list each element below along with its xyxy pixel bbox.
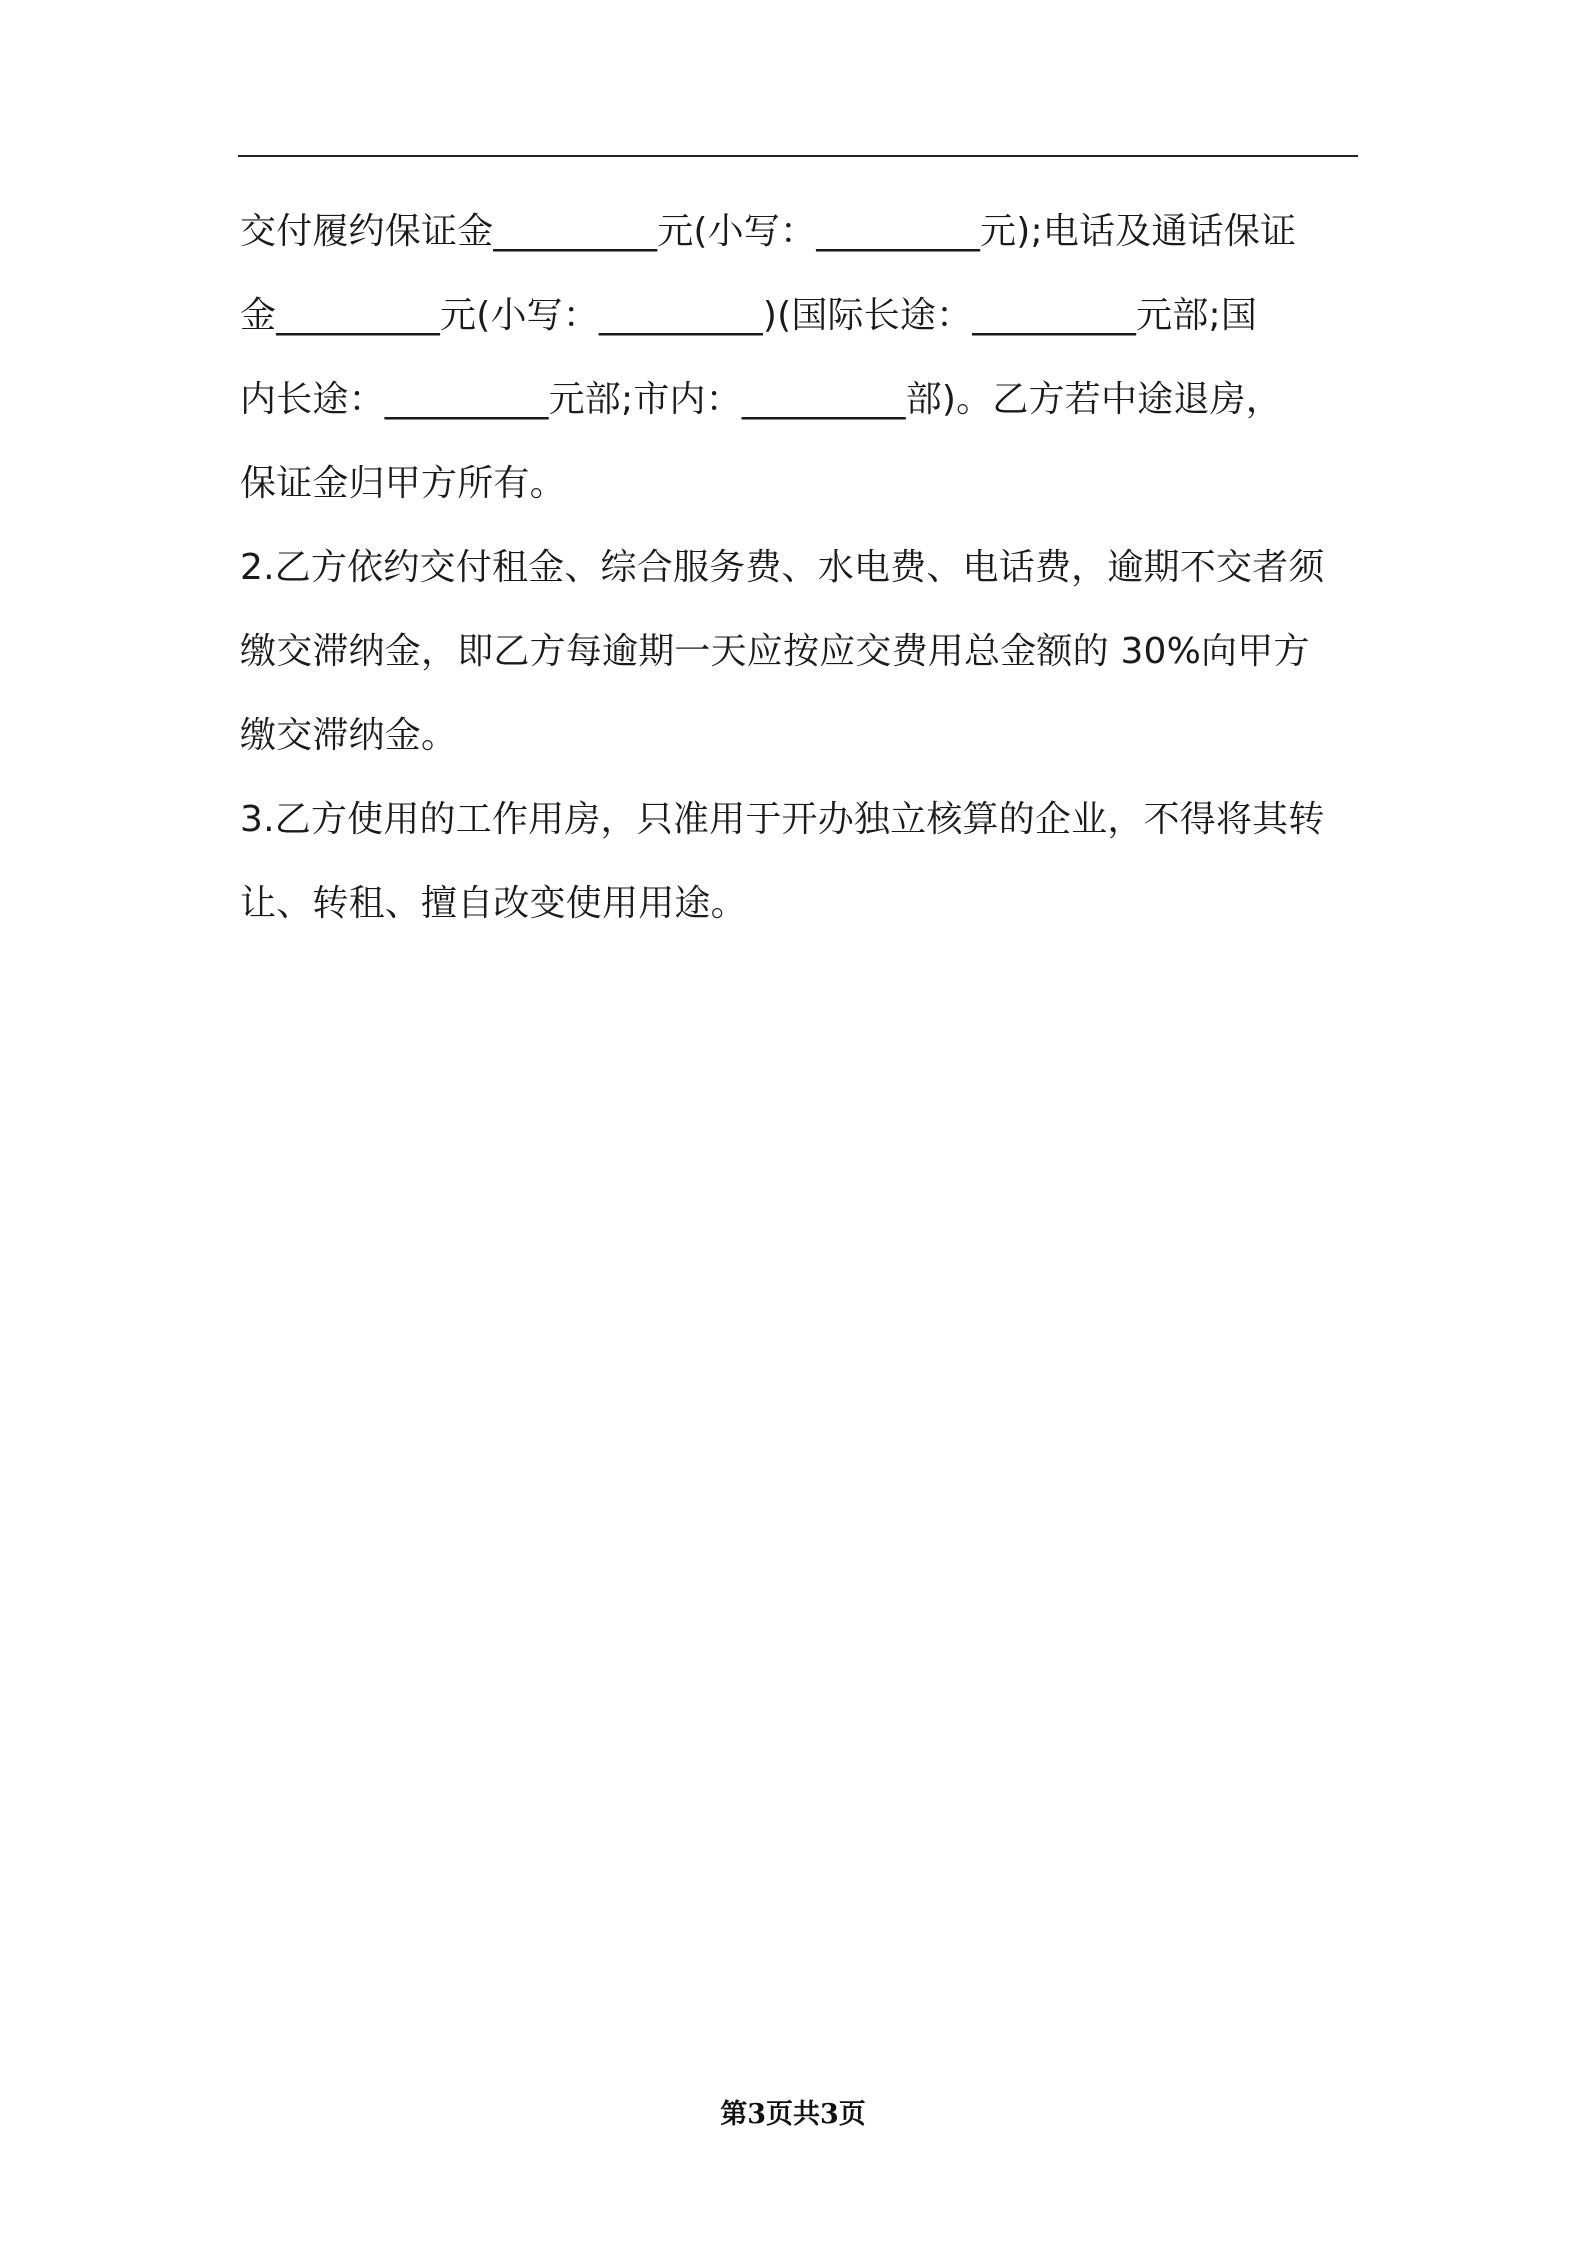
header-divider [238, 155, 1358, 157]
text-line: 缴交滞纳金。 [240, 715, 458, 756]
text-line: 内长途：_________元部;市内：_________部)。乙方若中途退房， [240, 379, 1282, 420]
text-line: 保证金归甲方所有。 [240, 463, 566, 504]
text-line: 3.乙方使用的工作用房，只准用于开办独立核算的企业，不得将其转 [240, 799, 1325, 840]
page-number: 第3页共3页 [720, 2099, 866, 2130]
text-line: 2.乙方依约交付租金、综合服务费、水电费、电话费，逾期不交者须 [240, 547, 1325, 588]
text-line: 交付履约保证金_________元(小写：_________元);电话及通话保证 [240, 211, 1297, 252]
contract-clauses [240, 190, 1358, 946]
text-line: 金_________元(小写：_________)(国际长途：_________元部;国 [240, 295, 1258, 336]
text-line: 让、转租、擅自改变使用用途。 [240, 883, 747, 924]
text-line: 缴交滞纳金，即乙方每逾期一天应按应交费用总金额的 30%向甲方 [240, 631, 1310, 672]
